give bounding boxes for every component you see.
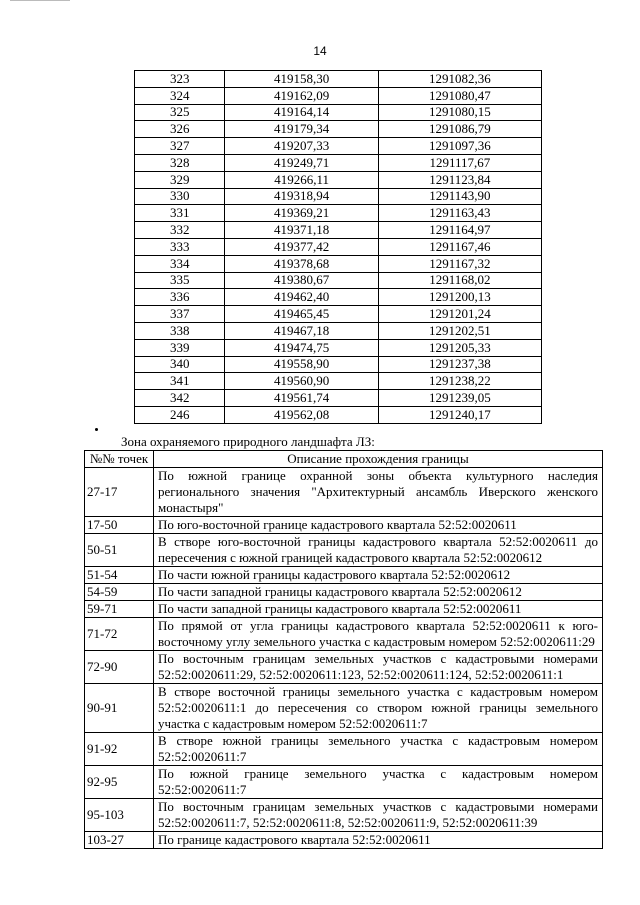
coord-x: 419266,11 [225,171,378,188]
coord-x: 419371,18 [225,222,378,239]
header-description: Описание прохождения границы [154,451,603,468]
table-row [135,188,542,205]
point-range: 72-90 [85,651,154,684]
point-number: 342 [135,390,225,407]
point-number: 332 [135,222,225,239]
table-row [135,373,542,390]
page-number: 14 [313,44,327,58]
table-row [135,322,542,339]
table-row [135,104,542,121]
boundary-description: По юго-восточной границе кадастрового квартала 52:52:0020611 [154,517,603,534]
point-range: 71-72 [85,618,154,651]
coord-y: 1291239,05 [378,390,541,407]
coord-x: 419465,45 [225,306,378,323]
boundary-description: По части южной границы кадастрового квартала 52:52:0020612 [154,567,603,584]
point-number: 328 [135,154,225,171]
table-row [135,87,542,104]
boundary-description: По прямой от угла границы кадастрового квартала 52:52:0020611 к юго-восточному углу земельного участка с кадастровым номером 52:52:0020611:29 [154,618,603,651]
point-range: 103-27 [85,832,154,849]
table-row [135,272,542,289]
boundary-description: По части западной границы кадастрового квартала 52:52:0020612 [154,584,603,601]
point-number: 337 [135,306,225,323]
coord-x: 419164,14 [225,104,378,121]
point-range: 27-17 [85,468,154,517]
boundary-description: По части западной границы кадастрового квартала 52:52:0020611 [154,601,603,618]
coord-y: 1291143,90 [378,188,541,205]
point-number: 335 [135,272,225,289]
point-number: 333 [135,238,225,255]
boundary-description: В створе южной границы земельного участка с кадастровым номером 52:52:0020611:7 [154,733,603,766]
boundary-description-table [84,450,603,849]
table-row [85,832,603,849]
point-number: 334 [135,255,225,272]
table-row [85,799,603,832]
scan-artifact-line [10,0,70,1]
point-number: 336 [135,289,225,306]
coord-y: 1291237,38 [378,356,541,373]
scan-dot [95,428,98,431]
coord-y: 1291080,15 [378,104,541,121]
point-range: 90-91 [85,684,154,733]
coord-x: 419561,74 [225,390,378,407]
table-row [135,222,542,239]
table-header-row [85,451,603,468]
coord-x: 419377,42 [225,238,378,255]
table-row [135,205,542,222]
coord-y: 1291123,84 [378,171,541,188]
table-row [135,289,542,306]
point-number: 331 [135,205,225,222]
table-row [135,154,542,171]
point-number: 323 [135,71,225,88]
point-number: 327 [135,138,225,155]
coord-y: 1291082,36 [378,71,541,88]
point-range: 91-92 [85,733,154,766]
table-row [85,534,603,567]
coord-x: 419249,71 [225,154,378,171]
table-row [85,733,603,766]
point-range: 54-59 [85,584,154,601]
coord-x: 419558,90 [225,356,378,373]
table-row [135,390,542,407]
point-number: 329 [135,171,225,188]
point-range: 17-50 [85,517,154,534]
boundary-description: По восточным границам земельных участков с кадастровыми номерами 52:52:0020611:29, 52:52:0020611:123, 52:52:0020611:124, 52:52:0020611:1 [154,651,603,684]
table-row [135,339,542,356]
table-row [85,766,603,799]
coord-y: 1291164,97 [378,222,541,239]
coord-y: 1291238,22 [378,373,541,390]
boundary-description: По восточным границам земельных участков с кадастровыми номерами 52:52:0020611:7, 52:52:0020611:8, 52:52:0020611:9, 52:52:0020611:39 [154,799,603,832]
coordinates-table [134,70,542,424]
table-row [135,238,542,255]
coord-y: 1291202,51 [378,322,541,339]
table-row [135,356,542,373]
table-row [85,601,603,618]
coord-x: 419562,08 [225,406,378,423]
coord-y: 1291205,33 [378,339,541,356]
coord-y: 1291168,02 [378,272,541,289]
coord-y: 1291086,79 [378,121,541,138]
header-points: №№ точек [85,451,154,468]
point-number: 326 [135,121,225,138]
coord-x: 419369,21 [225,205,378,222]
table-row [85,684,603,733]
coord-y: 1291201,24 [378,306,541,323]
coord-y: 1291117,67 [378,154,541,171]
coord-x: 419467,18 [225,322,378,339]
coord-x: 419560,90 [225,373,378,390]
point-range: 95-103 [85,799,154,832]
boundary-description: В створе восточной границы земельного участка с кадастровым номером 52:52:0020611:1 до пересечения со створом южной границы земельного участка с кадастровым номером 52:52:0020611:7 [154,684,603,733]
boundary-description: По южной границе земельного участка с кадастровым номером 52:52:0020611:7 [154,766,603,799]
point-range: 92-95 [85,766,154,799]
coord-x: 419378,68 [225,255,378,272]
table-row [135,306,542,323]
table-row [135,71,542,88]
boundary-description: По южной границе охранной зоны объекта культурного наследия регионального значения "Архитектурный ансамбль Иверского женского монастыря" [154,468,603,517]
table-row [135,171,542,188]
table-row [85,618,603,651]
coord-x: 419318,94 [225,188,378,205]
table-row [85,651,603,684]
point-range: 59-71 [85,601,154,618]
coord-x: 419162,09 [225,87,378,104]
table-row [85,584,603,601]
table-row [135,121,542,138]
point-number: 246 [135,406,225,423]
point-number: 340 [135,356,225,373]
coord-y: 1291167,46 [378,238,541,255]
coord-x: 419462,40 [225,289,378,306]
point-number: 325 [135,104,225,121]
point-range: 50-51 [85,534,154,567]
point-number: 338 [135,322,225,339]
zone-title: Зона охраняемого природного ландшафта ЛЗ: [121,434,375,449]
table-row [135,255,542,272]
coord-y: 1291167,32 [378,255,541,272]
coord-x: 419179,34 [225,121,378,138]
point-number: 341 [135,373,225,390]
boundary-description: В створе юго-восточной границы кадастрового квартала 52:52:0020611 до пересечения с южной границей кадастрового квартала 52:52:0020612 [154,534,603,567]
coord-y: 1291200,13 [378,289,541,306]
coord-x: 419474,75 [225,339,378,356]
coord-x: 419158,30 [225,71,378,88]
coord-y: 1291080,47 [378,87,541,104]
point-number: 339 [135,339,225,356]
point-number: 330 [135,188,225,205]
table-row [135,406,542,423]
table-row [85,468,603,517]
table-row [135,138,542,155]
point-number: 324 [135,87,225,104]
coord-x: 419207,33 [225,138,378,155]
table-row [85,567,603,584]
coord-y: 1291097,36 [378,138,541,155]
table-row [85,517,603,534]
boundary-description: По границе кадастрового квартала 52:52:0020611 [154,832,603,849]
coord-y: 1291163,43 [378,205,541,222]
coord-x: 419380,67 [225,272,378,289]
coord-y: 1291240,17 [378,406,541,423]
point-range: 51-54 [85,567,154,584]
